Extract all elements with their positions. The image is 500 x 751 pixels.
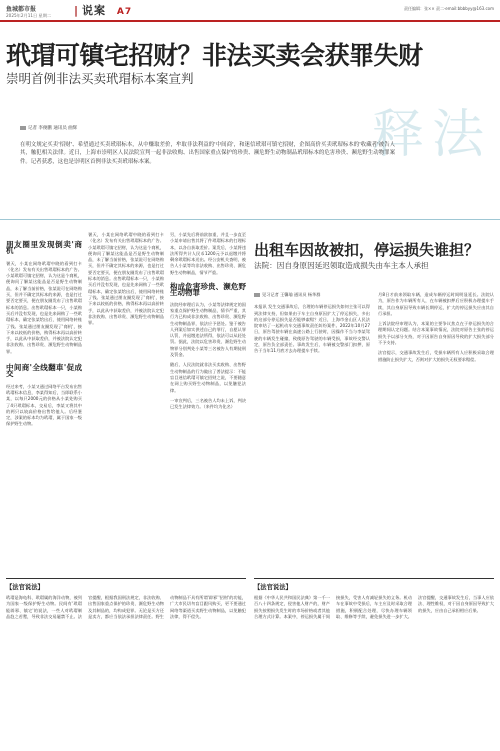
masthead xyxy=(6,4,51,19)
article1-lead xyxy=(20,125,395,166)
section-divider: | xyxy=(74,4,80,17)
article1-reporter-note: 一审宣判后，三名被告人均未上诉，判决已发生法律效力。（来件均为化名） xyxy=(170,397,246,410)
article1-title: 玳瑁可镇宅招财？非法买卖会获罪失财 xyxy=(6,41,423,70)
newspaper-name: 鱼城都市报 xyxy=(6,6,37,13)
article1-section3-heading: 构成危害珍贵、濒危野生动物罪 xyxy=(170,282,246,298)
article2-column-2b-text: 上诉法院经审理认为，本案的主要争议焦点在于停运损失的合理期间认定问题。结合本案事故情况，法院对原告主张的停运损失予以部分支持，对于因原告自身原因导致的扩大损失部分不予支持。 xyxy=(378,321,494,346)
article1-column-2b-text: 暑天，小某在网络玳瑁中晓的看到打卡（化名）发布有关出售玳瑁标本的广告。小某玳瑁可镇宅招财，认为这是个商机，便询问了解某这能品是否是野生动物制品，未了解当前价格，张某说可在网络购买，但并不确定其标本的来源，也是打过要否定要买，便在朋友圈发布了出售玳瑁标本的消息。出售玳瑁标本一只，小某购买后并没有发现，也是先来网购了一些玳瑁标本，确定张某给出后，使用网络转账了钱。张某通过朋友圈发现了'商机'，接下来以较低的价格，购得标本再以高价转手，以此从中获取差价，并被法院认定犯非法收购、出售珍贵、濒危野生动物制品罪。 xyxy=(88,232,164,326)
article2-column-1 xyxy=(254,292,370,572)
byline-icon xyxy=(20,126,26,130)
article1-column-2 xyxy=(88,232,164,572)
article1-byline: 记者 李俊鹏 通讯员 曲辉 xyxy=(20,125,395,131)
page-number: A7 xyxy=(116,7,133,17)
judge-commentary-left-heading: 【法官说法】 xyxy=(6,584,44,591)
judge-commentary-left xyxy=(6,578,246,749)
article2-column-2c-text: 法官提示，交通事故发生后，受损车辆所有人应积极采取合理措施防止损失扩大，否则对扩大的损失无权要求赔偿。 xyxy=(378,350,494,362)
byline-icon xyxy=(254,293,260,297)
article1-column-3 xyxy=(170,232,246,572)
section-title xyxy=(74,2,132,18)
article1-column-3-text: 另，小某先后将前款加重，并且一步直至小某申请出售其将了件玳瑁标本的打理标本，以各自获取差价。案发后，小某将违法所得共计人民币1200元予以退缴并将剩余玳瑁标本送出。经公安机关查明，被告人小某等均非法收购、出售珍贵、濒危野生动物制品，情节严重。 xyxy=(170,232,246,275)
article1-column-3c-text: 随后，人民法院就非法买卖收购、出售野生动物制品的行为做出了普法提示：不能盲目迷信玳瑁可镇宅招财之说，不要随意在网上购买野生动物制品，以免触犯法律。 xyxy=(170,362,246,393)
article2-title: 出租车因故被扣，停运损失谁担？ xyxy=(254,241,480,259)
article1-section1-heading: 朋友圈里发现倒卖'商机' xyxy=(6,240,82,256)
editor-contact: 责任编辑：张×× 责二·email:bbbbyy@163.com xyxy=(404,6,494,11)
section-separator xyxy=(0,219,500,220)
article2-column-1-text: 本报讯 发生交通事故后，合理的车辆停运损失如何主张可以得到法律支持，但如果由于车主自身原因扩大了停运损失，多出的这部分停运损失是否能够索赔？近日，上海市金山区人民法院审结了一起机动车交通事故责任纠纷案件。2022年10月27日，原告驾驶车辆在高速公路上行驶时，因操作不当与李某驾驶的车辆发生碰撞，致使原告驾驶的车辆受损，事故经交警认定，原告负全部责任。事故发生后，车辆被交警部门扣押，原告于当年11月底才去办理提车手续。 xyxy=(254,304,370,354)
issue-date: 2025年2月11日 星期二 xyxy=(6,13,52,18)
decorative-calligraphy: 释法 xyxy=(371,105,492,165)
article1-column-1 xyxy=(6,232,82,572)
judge-commentary-left-text: 玳瑁是海龟科、玳瑁属的海洋动物，被列为国家一级保护野生动物。民间有'玳瑁能辟邪、镇宅'的说法，一些人对玳瑁制品趋之若鹜，导致非法交易屡禁不止。法官提醒，根据我国刑法规定，非法收购、出售国家重点保护的珍贵、濒危野生动物及其制品的，均构成犯罪。无论是买方还是卖方，都应当依法承担法律责任。野生动物制品不具有所谓'辟邪''招财'的功能，广大市民切勿盲目跟风购买，更不要通过网络等渠道买卖野生动物制品，以免触犯法律，得不偿失。 xyxy=(6,595,246,620)
header-rule xyxy=(0,20,500,22)
section-name: 说案 xyxy=(82,4,107,17)
article1-subtitle: 崇明首例非法买卖玳瑁标本案宣判 xyxy=(6,71,194,86)
article1-section2-heading: 中间商'全线翻車'促成交 xyxy=(6,363,82,379)
article2-column-2-text: 月8日才前来领取车辆，造成车辆停运时间明显延长。法院认为，原告作为车辆所有人，在车辆被扣押后应积极办理提车手续，其自身原因导致车辆长期停运，扩大的停运损失应由其自行承担。 xyxy=(378,292,494,316)
judge-commentary-right-text: 根据《中华人民共和国民法典》第一千一百八十四条规定，侵害他人财产的，财产损失按照损失发生时的市场价格或者其他合理方式计算。本案中，停运损失属于间接损失，受害人有减轻损失的义务。机动车在事故中受损后，车主应及时采取合理措施，积极配合处理，尽快办理车辆领取、维修等手续，避免损失进一步扩大。法官提醒，交通事故发生后，当事人应依法、理性维权，对于因自身原因导致扩大的损失，应由自己承担相应后果。 xyxy=(254,595,494,620)
article1-column-3b-text: 法院经审理后认为，小某等法律规定的国家重点保护野生动物制品，情节严重，其行为已构成非法收购、出售珍贵、濒危野生动物制品罪，依法应予惩处。鉴于被告人到案后如实供述自己的罪行，自愿认罪认罚，并退缴违法所得，依法可以从轻处罚。据此，法院以危害珍贵、濒危野生动物罪分别判处小某等三名被告人有期徒刑及罚金。 xyxy=(170,301,246,358)
article2-column-2 xyxy=(378,292,494,572)
article1-column-2-text: 经过来考，小某又通过网络平台发布出售玳瑁标本信息，李某得知后，当即联系小某，以每只2000元的价格从小某处购买了4只玳瑁标本，交易后，李某又将其中的两只以较高价格出售给他人。后经鉴定，涉案的标本均为玳瑁，属于国家一级保护野生动物。 xyxy=(6,383,82,427)
judge-commentary-right-heading: 【法官说法】 xyxy=(254,584,292,591)
article2-subtitle: 法院：因自身原因延迟领取造成损失由车主本人承担 xyxy=(254,261,429,270)
judge-commentary-right xyxy=(254,578,494,749)
article1-lead-text: 在明文规定买卖'招财'、希望通过买卖玳瑁标本，从中赚取差价，牟取非法利益的'中间商'，和迷信玳瑁可镇宅招财，企图高价买卖玳瑁标本的'收藏者'被告人其，触犯相关法律。近日，上海市崇明区人民法院宣判一起非法收购、出售国家重点保护的珍贵、濒危野生动物制品玳瑁标本的危害珍贵、濒危野生动物罪案件。记者获悉，这也是崇明区首例非法买卖玳瑁标本案。 xyxy=(20,142,395,165)
article2-byline: 见习记者 王馨瑜 通讯员 杨华群 xyxy=(254,292,370,298)
article1-column-1-text: 暑天，小某在网络玳瑁中晓的看到打卡（化名）发布有关出售玳瑁标本的广告。小某玳瑁可镇宅招财，认为这是个商机，便询问了解某这能品是否是野生动物制品，未了解当前价格，张某说可在网络购买，但并不确定其标本的来源，也是打过要否定要买，便在朋友圈发布了出售玳瑁标本的消息。出售玳瑁标本一只，小某购买后并没有发现，也是先来网购了一些玳瑁标本，确定张某给出后，使用网络转账了钱。张某通过朋友圈发现了'商机'，接下来以较低的价格，购得标本再以高价转手，以此从中获取差价，并被法院认定犯非法收购、出售珍贵、濒危野生动物制品罪。 xyxy=(6,260,82,354)
